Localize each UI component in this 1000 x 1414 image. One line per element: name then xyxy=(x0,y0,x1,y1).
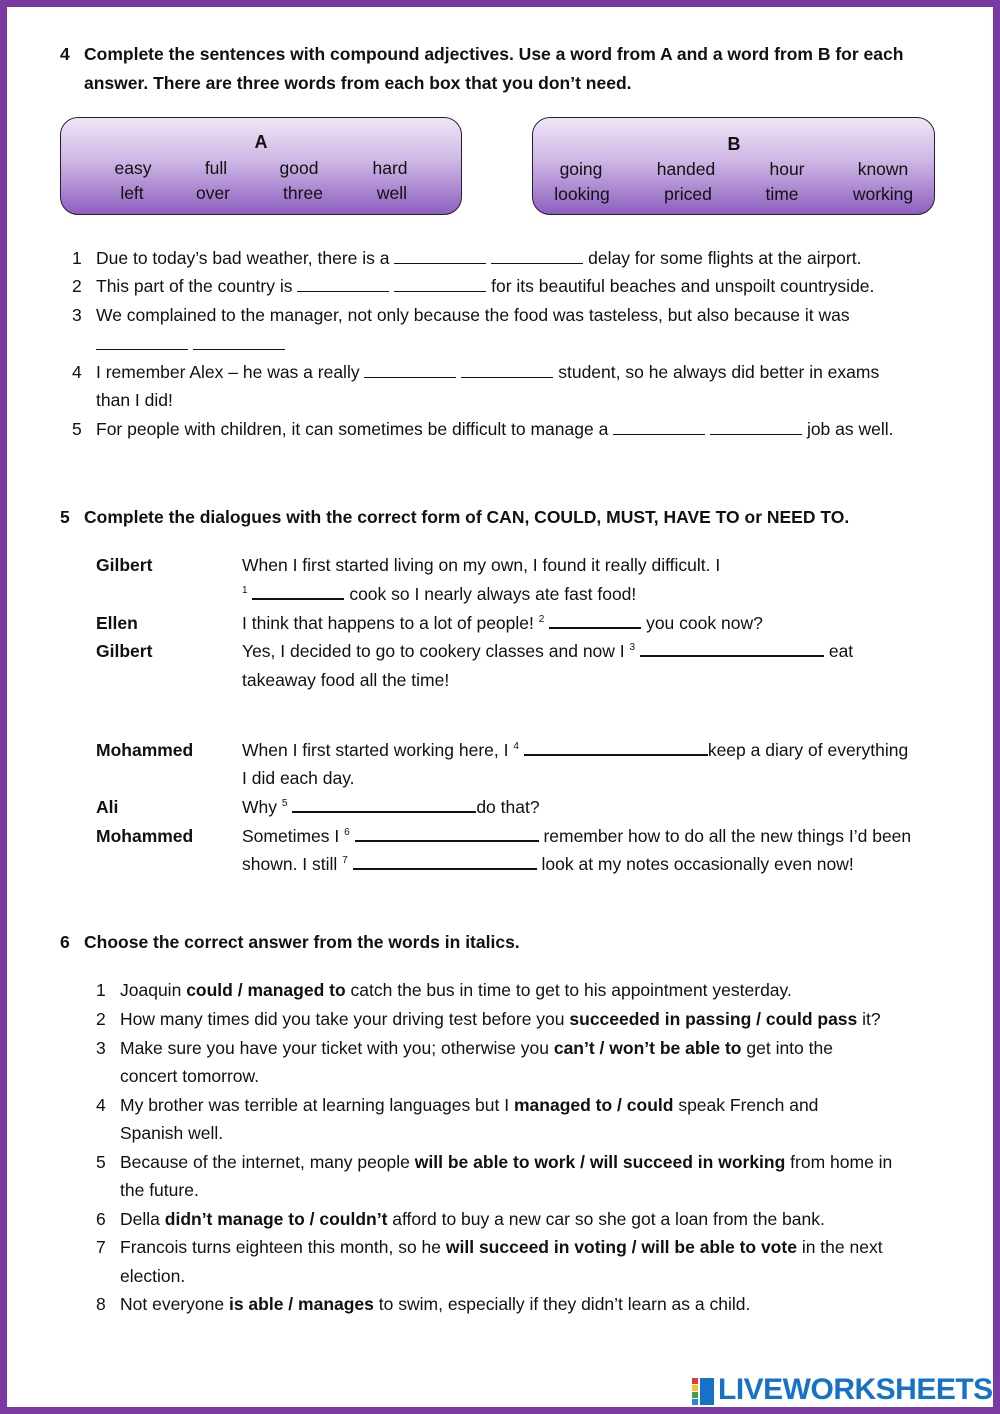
ex4-item-4: I remember Alex – he was a really student, so he always did better in exams xyxy=(96,362,880,382)
answer-blank[interactable] xyxy=(353,854,537,870)
ex6-item-1: Joaquin could / managed to catch the bus in time to get to his appointment yesterday. xyxy=(120,980,792,1000)
ex6-item-7-cont: election. xyxy=(120,1266,186,1286)
dialogue-line: $^1$ cook so I nearly always ate fast food! xyxy=(242,584,637,604)
answer-options[interactable]: succeeded in passing / could pass xyxy=(569,1009,858,1029)
ex4-instruction-line2: answer. There are three words from each box that you don’t need. xyxy=(84,73,632,93)
dialogue-line: Why $^5$ do that? xyxy=(242,797,540,817)
ex6-item-3-cont: concert tomorrow. xyxy=(120,1066,260,1086)
box-b-word: working xyxy=(852,184,914,204)
answer-options[interactable]: can’t / won’t be able to xyxy=(553,1038,742,1058)
list-item-number: 1 xyxy=(72,248,82,268)
ex4-item-3: We complained to the manager, not only because the food was tasteless, but also because it was xyxy=(96,305,850,325)
dialogue-line: When I first started working here, I $^4$ keep a diary of everything xyxy=(242,740,909,760)
answer-blank[interactable] xyxy=(292,797,476,813)
ex4-item-5: For people with children, it can sometimes be difficult to manage a job as well. xyxy=(96,419,894,439)
box-b-word: going xyxy=(559,159,603,179)
speaker-name: Mohammed xyxy=(96,826,194,846)
list-item-number: 1 xyxy=(96,980,106,1000)
box-b-word: looking xyxy=(554,184,610,204)
dialogue-line: shown. I still $^7$ look at my notes occasionally even now! xyxy=(242,854,854,874)
ex4-item-1: Due to today’s bad weather, there is a delay for some flights at the airport. xyxy=(96,248,862,268)
answer-blank[interactable] xyxy=(252,584,344,600)
box-a-word: left xyxy=(120,183,144,203)
box-a-heading: A xyxy=(254,132,268,152)
list-item-number: 2 xyxy=(72,276,82,296)
dialogue-line: Yes, I decided to go to cookery classes and now I $^3$ eat xyxy=(242,641,854,661)
ex6-item-5-cont: the future. xyxy=(120,1180,199,1200)
ex4-item-2: This part of the country is for its beautiful beaches and unspoilt countryside. xyxy=(96,276,875,296)
answer-blank[interactable] xyxy=(613,420,705,435)
dialogue-line: I did each day. xyxy=(242,768,355,788)
speaker-name: Gilbert xyxy=(96,555,153,575)
box-a-word: hard xyxy=(372,158,408,178)
ex6-item-5: Because of the internet, many people will be able to work / will succeed in working from home in xyxy=(120,1152,893,1172)
answer-options[interactable]: will succeed in voting / will be able to vote xyxy=(445,1237,797,1257)
speaker-name: Gilbert xyxy=(96,641,153,661)
ex5-instruction: Complete the dialogues with the correct form of CAN, COULD, MUST, HAVE TO or NEED TO. xyxy=(84,507,850,527)
dialogue-line: When I first started living on my own, I found it really difficult. I xyxy=(242,555,721,575)
ex4-item-3-blanks xyxy=(96,334,285,355)
answer-blank[interactable] xyxy=(461,363,553,378)
answer-options[interactable]: didn’t manage to / couldn’t xyxy=(164,1209,388,1229)
dialogue-line: Sometimes I $^6$ remember how to do all the new things I’d been xyxy=(242,826,912,846)
speaker-name: Mohammed xyxy=(96,740,194,760)
box-b-word: handed xyxy=(656,159,716,179)
ex6-item-4-cont: Spanish well. xyxy=(120,1123,224,1143)
box-b-word: known xyxy=(857,159,909,179)
box-a-word: full xyxy=(204,158,228,178)
dialogue-line: I think that happens to a lot of people! $^2$ you cook now? xyxy=(242,613,763,633)
answer-blank[interactable] xyxy=(96,335,188,350)
list-item-number: 4 xyxy=(96,1095,106,1115)
answer-blank[interactable] xyxy=(394,277,486,292)
box-a-word: good xyxy=(279,158,319,178)
logo-text: LIVEWORKSHEETS xyxy=(718,1373,993,1406)
list-item-number: 7 xyxy=(96,1237,106,1257)
word-box-a xyxy=(60,117,462,215)
list-item-number: 2 xyxy=(96,1009,106,1029)
ex6-item-4: My brother was terrible at learning languages but I managed to / could speak French and xyxy=(120,1095,819,1115)
ex6-item-7: Francois turns eighteen this month, so he will succeed in voting / will be able to vote in the next xyxy=(120,1237,883,1257)
answer-blank[interactable] xyxy=(524,740,708,756)
ex4-number: 4 xyxy=(60,44,70,64)
liveworksheets-logo xyxy=(690,1373,993,1407)
ex6-item-2: How many times did you take your driving test before you succeeded in passing / could pass it? xyxy=(120,1009,881,1029)
speaker-name: Ali xyxy=(96,797,119,817)
ex6-item-3: Make sure you have your ticket with you; otherwise you can’t / won’t be able to get into the xyxy=(120,1038,833,1058)
answer-blank[interactable] xyxy=(394,249,486,264)
answer-options[interactable]: could / managed to xyxy=(186,980,346,1000)
word-box-b xyxy=(532,117,935,215)
ex6-item-6: Della didn’t manage to / couldn’t afford to buy a new car so she got a loan from the bank. xyxy=(120,1209,825,1229)
box-a-word: well xyxy=(376,183,408,203)
answer-blank[interactable] xyxy=(193,335,285,350)
list-item-number: 5 xyxy=(96,1152,106,1172)
logo-mark-icon xyxy=(690,1376,716,1406)
list-item-number: 6 xyxy=(96,1209,106,1229)
list-item-number: 3 xyxy=(96,1038,106,1058)
answer-blank[interactable] xyxy=(491,249,583,264)
box-a-word: easy xyxy=(114,158,152,178)
speaker-name: Ellen xyxy=(96,613,138,633)
list-item-number: 5 xyxy=(72,419,82,439)
ex6-number: 6 xyxy=(60,932,70,952)
ex4-instruction-line1: Complete the sentences with compound adjectives. Use a word from A and a word from B for each xyxy=(84,44,904,64)
answer-blank[interactable] xyxy=(355,826,539,842)
list-item-number: 3 xyxy=(72,305,82,325)
list-item-number: 4 xyxy=(72,362,82,382)
box-b-heading: B xyxy=(727,134,741,154)
answer-options[interactable]: will be able to work / will succeed in working xyxy=(414,1152,786,1172)
list-item-number: 8 xyxy=(96,1294,106,1314)
box-a-word: over xyxy=(195,183,231,203)
answer-blank[interactable] xyxy=(297,277,389,292)
box-a-word: three xyxy=(283,183,323,203)
answer-options[interactable]: managed to / could xyxy=(513,1095,674,1115)
dialogue-line: takeaway food all the time! xyxy=(242,670,450,690)
answer-blank[interactable] xyxy=(364,363,456,378)
answer-blank[interactable] xyxy=(710,420,802,435)
ex5-number: 5 xyxy=(60,507,70,527)
answer-blank[interactable] xyxy=(549,613,641,629)
answer-options[interactable]: is able / manages xyxy=(228,1294,374,1314)
box-b-word: hour xyxy=(769,159,805,179)
box-b-word: priced xyxy=(664,184,712,204)
ex6-instruction: Choose the correct answer from the words in italics. xyxy=(84,932,520,952)
box-b-word: time xyxy=(765,184,799,204)
ex4-item-4-cont: than I did! xyxy=(96,390,173,410)
ex6-item-8: Not everyone is able / manages to swim, especially if they didn’t learn as a child. xyxy=(120,1294,751,1314)
answer-blank[interactable] xyxy=(640,641,824,657)
